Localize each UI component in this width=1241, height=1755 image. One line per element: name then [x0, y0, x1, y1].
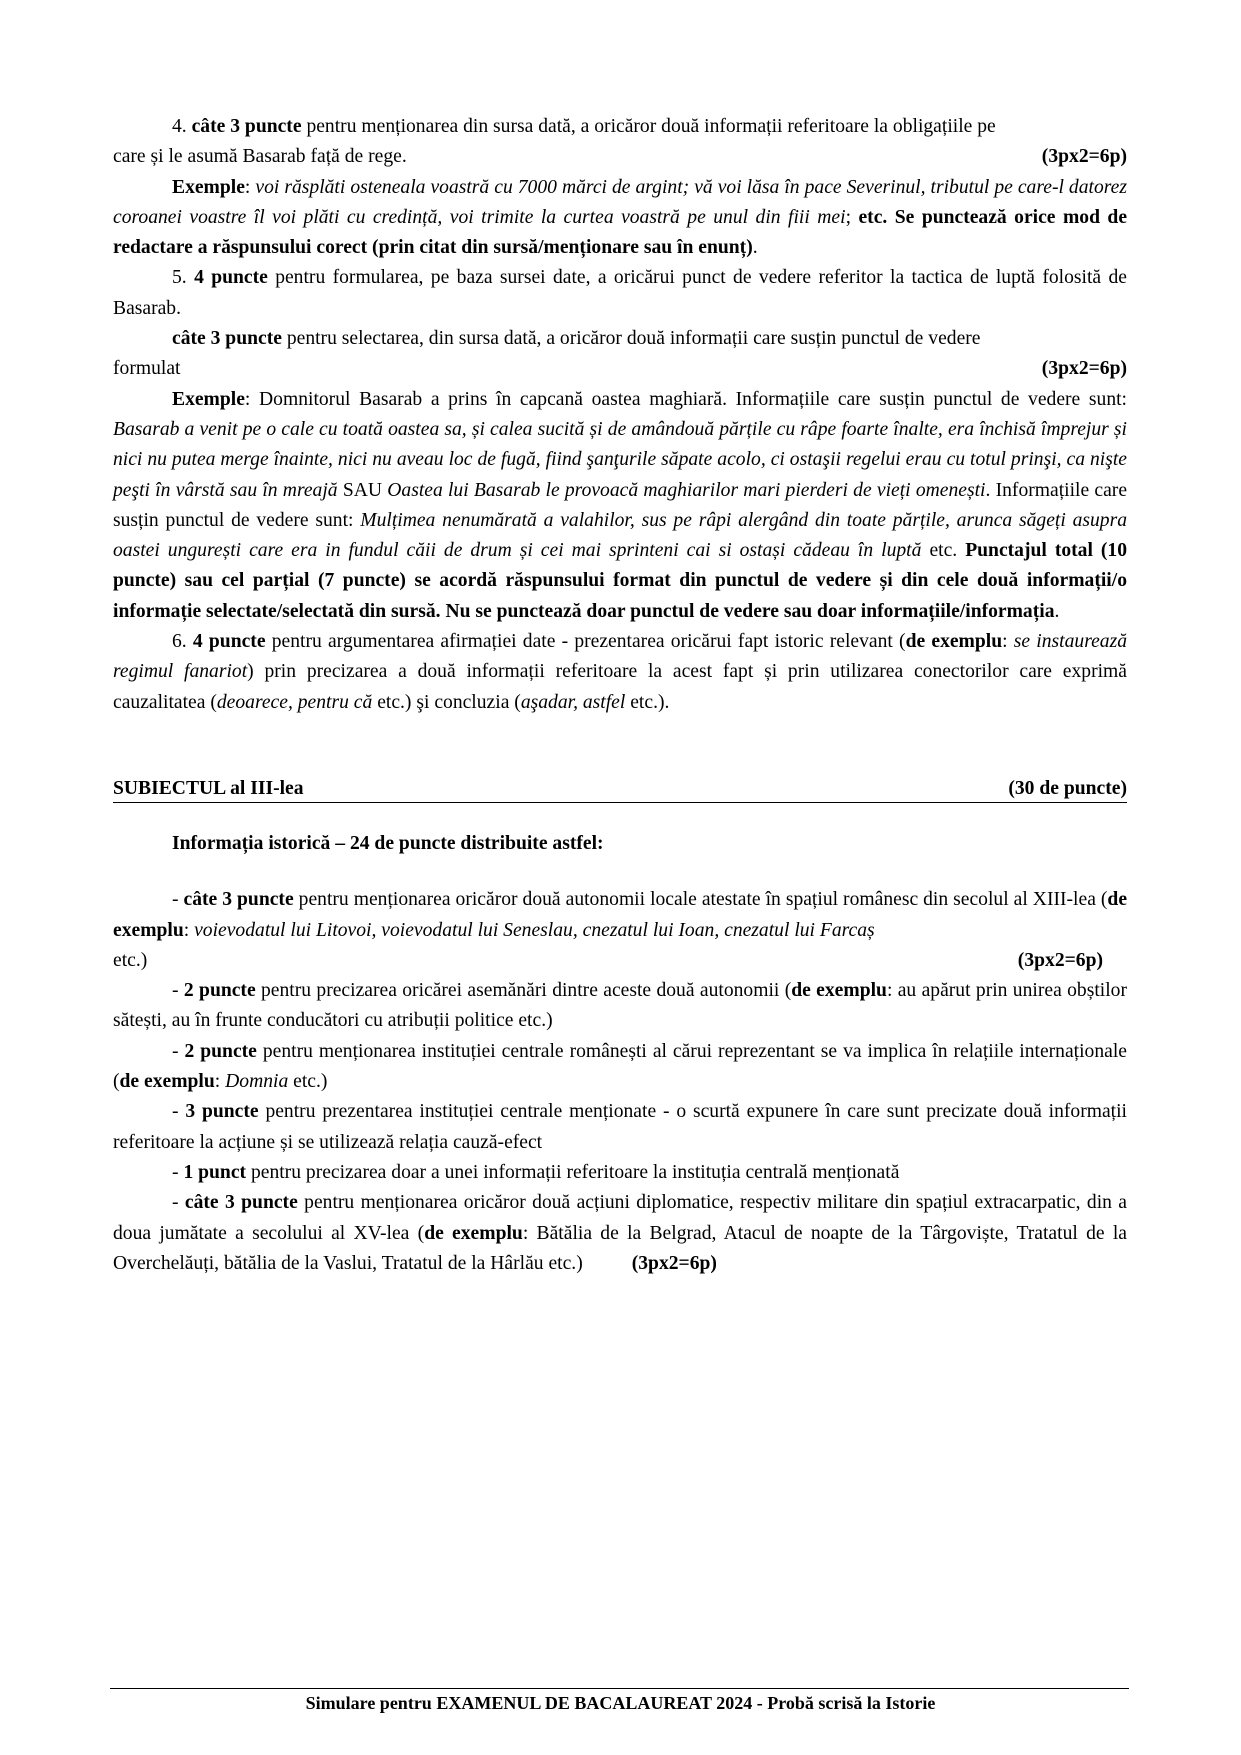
section-3-title: SUBIECTUL al III-lea — [113, 777, 304, 799]
item-6-example-label: de exemplu — [905, 631, 1003, 653]
footer-exam: EXAMENUL DE BACALAUREAT 2024 — [436, 1693, 753, 1713]
item-4-line2 — [113, 142, 1127, 172]
item-5-points-2: câte 3 puncte — [172, 328, 282, 350]
item-4-examples-text: voi răsplăti osteneala voastră cu 7000 mărci de argint; vă voi lăsa în pace Severinul, tributul pe care-l datorez coroanei voastre îl voi plăti cu credință, voi trimite la curtea voastră pe unul din fiii mei — [113, 176, 1127, 228]
criterion-1-points: câte 3 puncte — [183, 889, 294, 911]
footer-prefix: Simulare pentru — [305, 1693, 437, 1713]
criterion-5-text: pentru precizarea doar a unei informații referitoare la instituția centrală menționată — [246, 1161, 900, 1183]
item-6-points: 4 puncte — [192, 631, 266, 653]
criterion-6-example-label: de exemplu — [424, 1222, 523, 1244]
criterion-5-points: 1 punct — [183, 1161, 247, 1183]
criterion-1-tail-line — [113, 946, 1127, 976]
item-5-line1 — [113, 263, 1127, 324]
criterion-3-example-text: Domnia — [225, 1071, 289, 1093]
item-5-quote-3: Mulțimea nenumărată a valahilor, sus pe râpi alergând din toate părțile, arunca săgeți asupra oastei ungurești care era in fundul căii de drum și cei mai sprinteni cai si ostași cădeau în luptă — [113, 509, 1128, 562]
criterion-6 — [113, 1188, 1127, 1279]
criterion-3-tail: etc.) — [288, 1071, 328, 1093]
criterion-1-tail: etc.) — [113, 949, 148, 971]
criterion-6-points: câte 3 puncte — [184, 1192, 298, 1214]
criterion-3-example-label: de exemplu — [119, 1071, 215, 1093]
criterion-3-dash: - — [172, 1040, 185, 1062]
item-5-examples: Exemple: Domnitorul Basarab a prins în capcană oastea maghiară. Informațiile care susțin punctul de vedere sunt: Basarab a venit pe o cale cu toată oastea sa, și calea sucită și de amândouă părțile cu râpe foarte înalte, era închisă împrejur și nici nu putea merge înainte, nici nu aveau loc de fugă, fiind şanţurile săpate acolo, ci ostaşii regelui erau cu totul prinşi, ca nişte peşti în vârstă sau în mreajă SAU Oastea lui Basarab le provoacă maghiarilor mari pierderi de vieți omenești. Informațiile care susțin punctul de vedere sunt: Mulțimea nenumărată a valahilor, sus pe râpi alergând din toate părțile, arunca săgeți asupra oastei ungurești care era in fundul căii de drum și cei mai sprinteni cai si ostași cădeau în luptă etc. Punctajul total (10 puncte) sau cel parțial (7 puncte) se acordă răspunsului format din punctul de vedere și din cele două informații/o informație selectate/selectată din sursă. Nu se punctează doar punctul de vedere sau doar informațiile/informația. — [113, 388, 1128, 622]
item-5-line2 — [113, 324, 1127, 354]
criterion-3: - 2 puncte pentru menționarea instituției centrale românești al cărui reprezentant se va implica în relațiile internaționale (de exemplu: Domnia etc.) — [113, 1040, 1127, 1093]
item-5-text: pentru formularea, pe baza sursei date, a oricărui punct de vedere referitor la tactica de luptă folosită de Basarab. — [113, 267, 1127, 319]
item-5-examples-label: Exemple — [172, 388, 245, 410]
item-6-text-4: etc.). — [625, 691, 670, 713]
criterion-2-text: pentru precizarea oricărei asemănări dintre aceste două autonomii ( — [255, 980, 792, 1002]
footer-suffix: - Probă scrisă la Istorie — [752, 1693, 936, 1713]
criterion-6-dash: - — [172, 1192, 185, 1214]
criterion-1-text: pentru menționarea oricăror două autonomii locale atestate în spațiul românesc din secolul al XIII-lea ( — [293, 889, 1108, 911]
item-4-points: câte 3 puncte — [191, 116, 302, 137]
footer-divider — [110, 1688, 1129, 1689]
criterion-4-text: pentru prezentarea instituției centrale menționate - o scurtă expunere în care sunt precizate două informații referitoare la acțiune și se utilizează relația cauză-efect — [113, 1101, 1127, 1153]
item-6-example-text: se instaurează regimul fanariot — [113, 631, 1128, 683]
item-6-connectors-2: aşadar, astfel — [520, 691, 626, 713]
item-6-number: 6. — [172, 631, 187, 653]
criterion-4-points: 3 puncte — [185, 1101, 259, 1123]
item-5-example-1: Domnitorul Basarab a prins în capcană oastea maghiară. Informațiile care susțin punctul de vedere sunt: — [259, 388, 1127, 410]
criterion-6-text: pentru menționarea oricăror două acțiuni diplomatice, respectiv militare din spațiul extracarpatic, din a doua jumătate a secolului al XV-lea ( — [113, 1192, 1127, 1244]
criterion-5-dash: - — [172, 1161, 184, 1183]
item-5-number: 5. — [172, 267, 187, 289]
document-body — [113, 112, 1127, 1279]
criterion-4-dash: - — [172, 1101, 186, 1123]
item-6: 6. 4 puncte pentru argumentarea afirmației date - prezentarea oricărui fapt istoric relevant (de exemplu: se instaurează regimul fanariot) prin precizarea a două informații referitoare la acest fapt și prin utilizarea conectorilor care exprimă cauzalitatea (deoarece, pentru că etc.) şi concluzia (aşadar, astfel etc.). — [113, 631, 1128, 713]
criterion-1: - câte 3 puncte pentru menționarea oricăror două autonomii locale atestate în spațiul românesc din secolul al XIII-lea (de exemplu: voievodatul lui Litovoi, voievodatul lui Seneslau, cnezatul lui Ioan, cnezatul lui Farcaș — [113, 889, 1128, 941]
criterion-6-tail: : Bătălia de la Belgrad, Atacul de noapte de la Târgoviște, Tratatul de la Overchelăuți, bătălia de la Vaslui, Tratatul de la Hârlău etc.) — [113, 1222, 1127, 1274]
item-5-text-2-cont: formulat — [113, 358, 181, 380]
item-5-quote-2: Oastea lui Basarab le provoacă maghiarilor mari pierderi de vieți omenești — [387, 479, 986, 501]
item-4-text: pentru menționarea din sursa dată, a oricăror două informații referitoare la obligațiile pe — [306, 116, 996, 137]
section-3-points: (30 de puncte) — [1008, 777, 1127, 799]
item-4-score: (3px2=6p) — [1041, 146, 1127, 168]
item-5-sau: SAU — [342, 479, 383, 501]
criterion-2-tail: : au apărut prin unirea obștilor sătești, au în frunte conducători cu atribuții politice etc.) — [113, 980, 1127, 1032]
item-6-text-2: ) prin precizarea a două informații referitoare la acest fapt și prin utilizarea conectorilor care exprimă cauzalitatea ( — [113, 661, 1127, 713]
item-5-text-2: pentru selectarea, din sursa dată, a oricăror două informații care susțin punctul de vedere — [286, 328, 981, 350]
item-6-connectors-1: deoarece, pentru că — [216, 691, 373, 713]
criterion-3-points: 2 puncte — [184, 1040, 257, 1062]
item-5-score: (3px2=6p) — [1041, 358, 1127, 380]
criterion-5 — [113, 1158, 1127, 1188]
item-4-examples: Exemple: voi răsplăti osteneala voastră cu 7000 mărci de argint; vă voi lăsa în pace Severinul, tributul pe care-l datorez coroanei voastre îl voi plăti cu credință, voi trimite la curtea voastră pe unul din fiii mei; etc. Se punctează orice mod de redactare a răspunsului corect (prin citat din sursă/menționare sau în enunț). — [113, 176, 1128, 259]
section-3-subtitle: Informația istorică – 24 de puncte distribuite astfel: — [172, 832, 604, 854]
item-5-etc: etc. — [929, 540, 958, 562]
item-5-points: 4 puncte — [194, 267, 268, 289]
item-6-text: pentru argumentarea afirmației date - prezentarea oricărui fapt istoric relevant ( — [271, 631, 906, 653]
item-5-example-2: . Informațiile care susțin punctul de vedere sunt: — [113, 479, 1128, 531]
item-5-scoring-rule: Punctajul total (10 puncte) sau cel parțial (7 puncte) se acordă răspunsului format din punctul de vedere și din cele două informații/o informație selectate/selectată din sursă. Nu se punctează doar punctul de vedere sau doar informațiile/informația — [113, 540, 1128, 622]
item-5-quote-1: Basarab a venit pe o cale cu toată oastea sa, și calea sucită și de amândouă părțile cu râpe foarte înalte, era închisă împrejur și nici nu putea merge înainte, nici nu aveau loc de fugă, fiind şanţurile săpate acolo, ci ostaşii regelui erau cu totul prinşi, ca nişte peşti în vârstă sau în mreajă — [113, 418, 1127, 501]
item-4-examples-label: Exemple — [172, 176, 245, 198]
criterion-6-score: (3px2=6p) — [631, 1252, 717, 1274]
criterion-1-dash: - — [172, 889, 184, 911]
item-6-text-3: etc.) şi concluzia ( — [372, 691, 521, 713]
item-4-rule: Se punctează orice mod de redactare a răspunsului corect (prin citat din sursă/menționare sau în enunț) — [113, 206, 1128, 259]
page-footer — [0, 1693, 1241, 1714]
criterion-3-text: pentru menționarea instituției centrale românești al cărui reprezentant se va implica în relațiile internaționale ( — [113, 1040, 1127, 1093]
item-5-line3 — [113, 354, 1127, 384]
item-4-number: 4. — [172, 116, 187, 137]
criterion-2 — [113, 976, 1127, 1037]
criterion-1-score: (3px2=6p) — [1017, 949, 1103, 971]
criterion-4 — [113, 1097, 1127, 1158]
section-3-heading — [113, 776, 1127, 803]
criterion-1-example-text: voievodatul lui Litovoi, voievodatul lui Seneslau, cnezatul lui Ioan, cnezatul lui Farcaș — [194, 919, 875, 941]
criterion-2-points: 2 puncte — [183, 980, 256, 1002]
criterion-2-dash: - — [172, 980, 184, 1002]
item-4-line1 — [113, 112, 1127, 142]
item-4-text-cont: care și le asumă Basarab față de rege. — [113, 146, 407, 168]
criterion-1-example-label: de exemplu — [113, 889, 1128, 941]
criterion-2-example-label: de exemplu — [791, 980, 887, 1002]
item-4-etc: etc. — [858, 206, 888, 228]
